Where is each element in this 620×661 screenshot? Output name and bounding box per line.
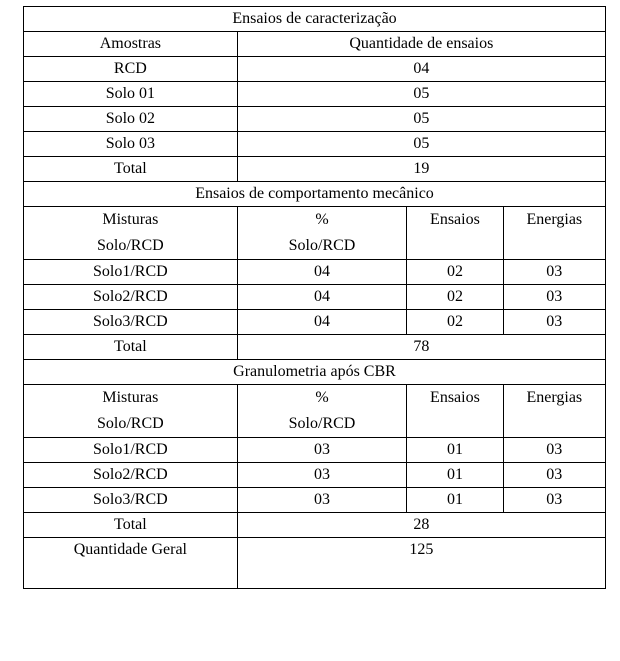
- cell-ensaios: 02: [407, 260, 503, 285]
- cell-energias: 03: [503, 438, 605, 463]
- cell-mistura: Solo2/RCD: [24, 285, 238, 310]
- cell-percent: 03: [237, 463, 407, 488]
- table-row: [24, 463, 606, 488]
- section-title-row: [24, 7, 606, 32]
- grand-total-row: [24, 538, 606, 589]
- header-misturas-line2: Solo/RCD: [97, 415, 164, 432]
- cell-amostra: Solo 02: [24, 107, 238, 132]
- cell-percent: 04: [237, 260, 407, 285]
- total-value: 19: [237, 157, 605, 182]
- cell-percent: 03: [237, 438, 407, 463]
- cell-amostra: RCD: [24, 57, 238, 82]
- table-row: [24, 57, 606, 82]
- section-title-caracterizacao: Ensaios de caracterização: [24, 7, 606, 32]
- cell-energias: 03: [503, 488, 605, 513]
- cell-ensaios: 01: [407, 438, 503, 463]
- header-quantidade: Quantidade de ensaios: [237, 32, 605, 57]
- total-row: [24, 157, 606, 182]
- cell-energias: 03: [503, 310, 605, 335]
- cell-quantidade: 05: [237, 107, 605, 132]
- header-misturas-line1: Misturas: [102, 389, 159, 406]
- total-label: Total: [24, 335, 238, 360]
- cell-mistura: Solo3/RCD: [24, 488, 238, 513]
- table-row: [24, 260, 606, 285]
- total-row: [24, 335, 606, 360]
- total-row: [24, 513, 606, 538]
- cell-ensaios: 02: [407, 285, 503, 310]
- cell-quantidade: 05: [237, 82, 605, 107]
- table-row: [24, 438, 606, 463]
- cell-energias: 03: [503, 463, 605, 488]
- table-row: [24, 82, 606, 107]
- cell-amostra: Solo 01: [24, 82, 238, 107]
- header-percent-line2: Solo/RCD: [288, 415, 356, 432]
- header-misturas-line2: Solo/RCD: [97, 237, 164, 254]
- section-title-comportamento: Ensaios de comportamento mecânico: [24, 182, 606, 207]
- cell-ensaios: 01: [407, 488, 503, 513]
- cell-percent: 03: [237, 488, 407, 513]
- header-misturas: [24, 207, 238, 260]
- cell-energias: 03: [503, 285, 605, 310]
- tests-summary-table: [23, 6, 606, 589]
- cell-ensaios: 02: [407, 310, 503, 335]
- total-value: 28: [237, 513, 605, 538]
- section-title-granulometria: Granulometria após CBR: [24, 360, 606, 385]
- header-row: [24, 385, 606, 438]
- summary-table-container: [23, 6, 606, 589]
- table-row: [24, 107, 606, 132]
- header-percent-line1: %: [315, 389, 329, 406]
- cell-percent: 04: [237, 310, 407, 335]
- header-row: [24, 207, 606, 260]
- total-label: Total: [24, 157, 238, 182]
- header-percent-line1: %: [315, 211, 329, 228]
- table-row: [24, 488, 606, 513]
- header-misturas-line1: Misturas: [102, 211, 159, 228]
- header-percent-line2: Solo/RCD: [288, 237, 356, 254]
- header-ensaios: Ensaios: [407, 207, 503, 260]
- cell-mistura: Solo2/RCD: [24, 463, 238, 488]
- section-title-row: [24, 360, 606, 385]
- cell-energias: 03: [503, 260, 605, 285]
- header-percent: [237, 385, 407, 438]
- header-energias: Energias: [503, 385, 605, 438]
- total-label: Total: [24, 513, 238, 538]
- cell-amostra: Solo 03: [24, 132, 238, 157]
- grand-total-label: Quantidade Geral: [24, 538, 238, 589]
- header-percent: [237, 207, 407, 260]
- cell-mistura: Solo1/RCD: [24, 260, 238, 285]
- cell-percent: 04: [237, 285, 407, 310]
- total-value: 78: [237, 335, 605, 360]
- table-row: [24, 285, 606, 310]
- cell-quantidade: 04: [237, 57, 605, 82]
- table-row: [24, 132, 606, 157]
- header-row: [24, 32, 606, 57]
- table-row: [24, 310, 606, 335]
- section-title-row: [24, 182, 606, 207]
- cell-mistura: Solo3/RCD: [24, 310, 238, 335]
- header-energias: Energias: [503, 207, 605, 260]
- header-ensaios: Ensaios: [407, 385, 503, 438]
- cell-quantidade: 05: [237, 132, 605, 157]
- header-misturas: [24, 385, 238, 438]
- grand-total-value: 125: [237, 538, 605, 589]
- header-amostras: Amostras: [24, 32, 238, 57]
- cell-mistura: Solo1/RCD: [24, 438, 238, 463]
- cell-ensaios: 01: [407, 463, 503, 488]
